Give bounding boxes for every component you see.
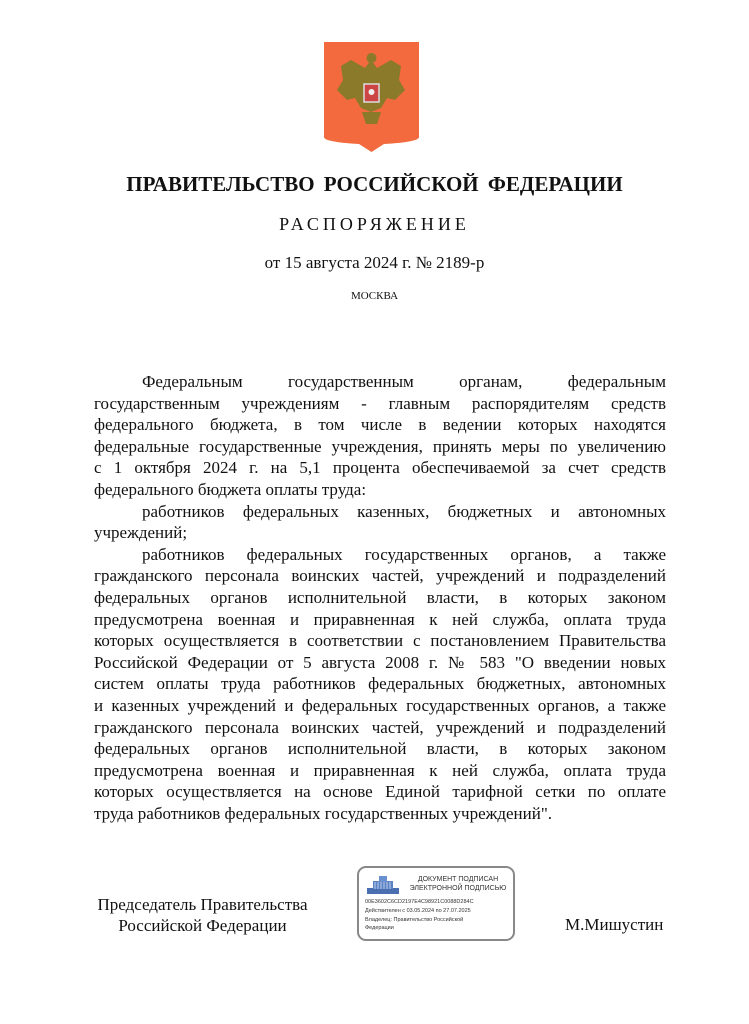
stamp-heading [403, 875, 513, 893]
stamp-validity: Действителен с 03.05.2024 по 27.07.2025 [365, 908, 471, 914]
body-line: Российской Федерации от 5 августа 2008 г. № 583 "О введении новых [94, 652, 666, 672]
body-line: гражданского персонала воинских частей, учреждений и подразделений [94, 717, 666, 737]
body-line: с 1 октября 2024 г. на 5,1 процента обеспечиваемой за счет средств [94, 458, 666, 478]
stamp-certificate: 00E3602C6CD2197E4C98921C0088D284C [365, 899, 474, 905]
body-line: гражданского персонала воинских частей, учреждений и подразделений [94, 566, 666, 586]
signatory-position [70, 894, 335, 936]
body-line: Федеральным государственным органам, федеральным [142, 372, 666, 391]
body-line: федеральных органов исполнительной власти, в которых законом [94, 587, 666, 607]
coat-of-arms-icon [324, 42, 419, 152]
body-line: труда работников федеральных государственных учреждений". [94, 803, 553, 823]
body-line: работников федеральных государственных органов, а также [142, 544, 666, 564]
body-line: федерального бюджета, в том числе в ведении которых находятся [94, 415, 666, 435]
electronic-signature-stamp [357, 866, 515, 941]
body-line: и казенных учреждений и федеральных государственных органов, а также [94, 695, 666, 715]
document-date-number: от 15 августа 2024 г. № 2189-р [264, 253, 485, 272]
document-body [94, 371, 666, 824]
stamp-owner: Владелец: Правительство Российской [365, 917, 464, 923]
signatory-position-line: Российской Федерации [118, 916, 287, 935]
body-line: учреждений; [94, 523, 188, 543]
body-line: предусмотрена военная и приравненная к ней служба, оплата труда [94, 760, 666, 780]
body-line: федерального бюджета оплаты труда: [94, 479, 367, 499]
document-city: МОСКВА [350, 290, 399, 302]
body-line: федеральные государственные учреждения, принять меры по увеличению [94, 436, 666, 456]
body-line: которых осуществляется в соответствии с постановлением Правительства [94, 631, 666, 651]
body-line: систем оплаты труда работников федеральных бюджетных, автономных [94, 674, 666, 694]
body-line: работников федеральных казенных, бюджетных и автономных [142, 501, 666, 521]
signatory-name: М.Мишустин [565, 915, 664, 934]
signatory-position-line: Председатель Правительства [97, 895, 308, 914]
body-line: предусмотрена военная и приравненная к ней служба, оплата труда [94, 609, 666, 629]
stamp-owner: Федерации [365, 925, 394, 931]
document-type: РАСПОРЯЖЕНИЕ [279, 214, 470, 234]
stamp-heading-line: ЭЛЕКТРОННОЙ ПОДПИСЬЮ [409, 885, 507, 892]
government-building-icon [367, 876, 399, 894]
body-line: федеральных органов исполнительной власти, в которых законом [94, 739, 666, 759]
stamp-heading-line: ДОКУМЕНТ ПОДПИСАН [417, 876, 499, 883]
issuer-title: ПРАВИТЕЛЬСТВО РОССИЙСКОЙ ФЕДЕРАЦИИ [126, 172, 623, 196]
body-line: государственным учреждениям - главным распорядителям средств [94, 393, 666, 413]
body-line: которых осуществляется на основе Единой тарифной сетки по оплате [94, 782, 666, 802]
